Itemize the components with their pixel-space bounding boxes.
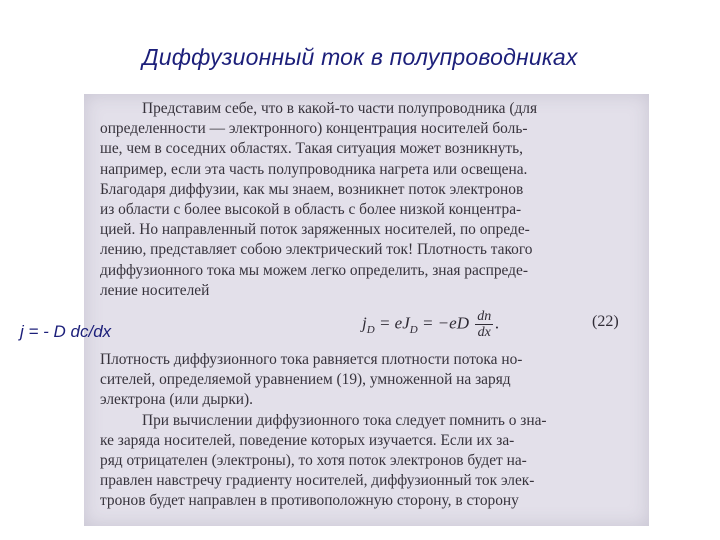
text-line: диффузионного тока мы можем легко определить, зная распреде- — [100, 261, 528, 279]
formula-middle: = eJ — [378, 313, 410, 333]
text-line: цией. Но направленный поток заряженных носителей, по опреде- — [100, 221, 530, 239]
text-line: сителей, определяемой уравнением (19), умноженной на заряд — [100, 371, 511, 389]
fraction-numerator: dn — [477, 309, 492, 324]
text-line: Плотность диффузионного тока равняется плотности потока но- — [100, 351, 523, 368]
text-line: ление носителей — [100, 281, 210, 299]
scanned-page-image — [84, 94, 649, 526]
paragraph-2 — [100, 350, 635, 512]
text-line: Представим себе, что в какой-то части полупроводника (для — [142, 100, 538, 117]
equation-number: (22) — [592, 313, 619, 330]
text-line: Благодаря диффузии, как мы знаем, возникнет поток электронов — [100, 180, 524, 198]
formula-fraction — [475, 309, 493, 340]
text-line: из области с более высокой в область с более низкой концентра- — [100, 200, 522, 218]
fraction-denominator: dx — [477, 325, 491, 340]
text-line: электрона (или дырки). — [100, 391, 254, 409]
formula-lhs-sub: D — [366, 323, 375, 336]
formula-rhs: = −eD — [421, 313, 469, 333]
text-line: тронов будет направлен в противоположную сторону, в сторону — [100, 492, 519, 510]
formula-tail: . — [495, 313, 500, 333]
diffusion-current-formula — [362, 309, 499, 340]
text-line: например, если эта часть полупроводника нагрета или освещена. — [100, 160, 528, 178]
text-line: правлен навстречу градиенту носителей, диффузионный ток элек- — [100, 472, 535, 490]
text-line: При вычислении диффузионного тока следует помнить о зна- — [142, 411, 547, 429]
side-formula: j = - D dc/dx — [20, 322, 112, 341]
text-line: ке заряда носителей, поведение которых изучается. Если их за- — [100, 431, 515, 449]
text-line: ше, чем в соседних областях. Такая ситуация может возникнуть, — [100, 140, 523, 158]
slide-title: Диффузионный ток в полупроводниках — [142, 44, 578, 70]
formula-middle-sub: D — [409, 323, 418, 336]
text-line: ряд отрицателен (электроны), то хотя поток электронов будет на- — [100, 451, 527, 469]
paragraph-1 — [100, 99, 635, 301]
text-line: лению, представляет собою электрический ток! Плотность такого — [100, 241, 533, 259]
formula-lhs: j — [362, 313, 367, 333]
text-line: определенности — электронного) концентрация носителей боль- — [100, 120, 528, 138]
